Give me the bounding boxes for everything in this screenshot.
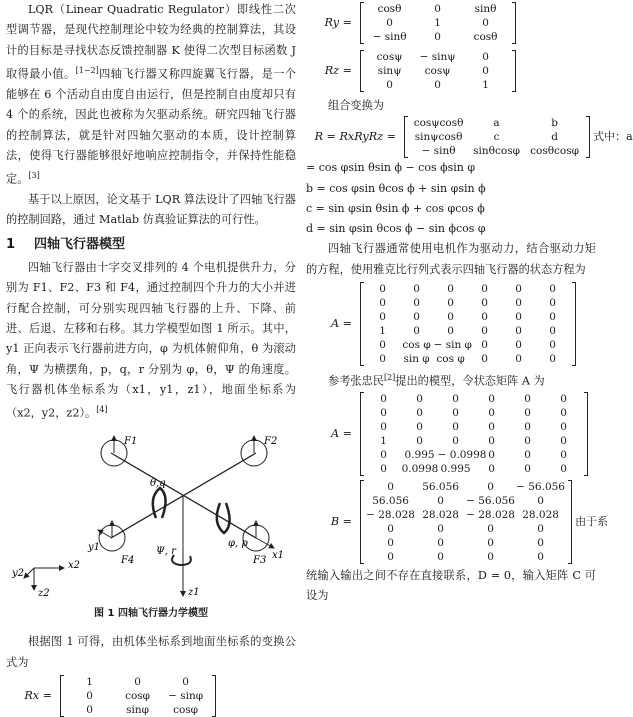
figure-caption: 图 1 四轴飞行器力学模型 [94,608,208,620]
force-label-f4: F4 [121,555,135,567]
matrix-row [366,64,510,78]
matrix-cell: cos φ [436,353,465,366]
matrix-row [366,536,566,550]
matrix-cell: 0 [387,481,394,494]
matrix-cell: 0 [452,393,459,406]
matrix-cell: d [551,131,558,144]
matrix-row [410,130,584,144]
matrix-cell: 0 [537,551,544,564]
matrix-cell: − 56.056 [466,495,515,508]
matrix-cell: 0 [387,523,394,536]
matrix-cell: 0 [416,393,423,406]
matrix-cell: 0 [515,339,522,352]
matrix-row [366,324,570,338]
matrix-row [366,522,566,536]
matrix-row [410,144,584,158]
matrix-cell: 0 [387,551,394,564]
matrix-cell: 0 [413,297,420,310]
matrix-cell: 56.056 [422,481,459,494]
matrix-cell: 0 [182,676,189,689]
matrix-cell: 0 [488,463,495,476]
matrix-cell: 1 [434,17,441,29]
matrix-cell: sinψ [377,65,402,77]
matrix-cell: − sinψ [419,51,456,63]
left-column [6,0,296,717]
a1-equation: A = 0 0 0 0 0 0 0 0 0 0 0 0 0 0 0 0 0 0 1 0 0 0 0 0 0 cos φ − sin φ 0 0 0 0 sin φ cos φ 0 0 0 [306,282,596,366]
matrix-cell: 0 [437,551,444,564]
matrix-cell: 0 [434,3,441,15]
matrix-cell: 0 [560,393,567,406]
matrix-row [366,392,582,406]
matrix-cell: 0 [524,407,531,420]
matrix-cell: 0 [482,51,489,63]
matrix-cell: 0 [549,297,556,310]
force-label-f3: F3 [253,555,267,567]
matrix-cell: 0 [482,17,489,29]
matrix-cell: 0 [86,690,93,703]
matrix-cell: cosθcosφ [530,145,579,158]
matrix-cell: 0 [380,393,387,406]
axis-x1 [256,538,274,548]
matrix-cell: 0 [379,311,386,324]
matrix-cell: 0 [447,283,454,296]
matrix-cell: sinθ [474,3,497,15]
matrix-cell: 1 [380,435,387,448]
matrix-cell: 0 [434,31,441,43]
force-label-f2: F2 [264,436,278,448]
citation: [3] [28,171,40,181]
matrix-cell: 0.0998 [401,463,439,476]
matrix-cell: 0 [515,325,522,338]
matrix-cell: 0 [380,463,387,476]
matrix-cell: 0 [481,353,488,366]
matrix-cell: 0 [379,297,386,310]
matrix-cell: 0 [379,353,386,366]
pitch-rotation-arrow [153,488,166,518]
matrix-cell: 0 [86,704,93,717]
matrix-cell: 0 [560,421,567,434]
matrix-row [366,310,570,324]
matrix-cell: 0 [379,283,386,296]
matrix-row [366,448,582,462]
matrix-cell: 0 [134,676,141,689]
matrix-cell: − sin φ [433,339,472,352]
matrix-cell: 28.028 [522,509,559,522]
matrix-cell: sinθcosφ [473,145,520,158]
matrix-cell: 0 [549,339,556,352]
matrix-cell: 0 [413,325,420,338]
a1-matrix [360,282,576,366]
matrix-cell: 0 [515,283,522,296]
matrix-cell: 0 [416,407,423,420]
matrix-row [366,434,582,448]
matrix-row [366,50,510,64]
matrix-cell: 0 [488,421,495,434]
matrix-cell: cosψ [424,65,451,77]
matrix-cell: cosψ [376,51,403,63]
eq-b: b = cos φsin θcos ϕ + sin φsin ϕ [306,181,486,195]
matrix-cell: 0 [560,463,567,476]
transform-paragraph: 根据图 1 可得，由机体坐标系到地面坐标系的变换公式为 [6,635,296,669]
svg-text:y2: y2 [12,568,25,580]
matrix-cell: 0.995 [404,449,435,462]
right-column [306,0,633,607]
svg-text:z1: z1 [188,587,200,599]
svg-text:z2: z2 [38,588,50,600]
matrix-cell: 56.056 [372,495,409,508]
matrix-cell: 0 [537,537,544,550]
matrix-row [366,494,566,508]
matrix-cell: 0 [549,283,556,296]
matrix-row [410,116,584,130]
matrix-row [366,550,566,564]
state-eq-paragraph: 四轴飞行器通常使用电机作为驱动力，结合驱动力矩的方程，使用雅克比行列式表示四轴飞行器的状态方程为 [306,242,596,276]
matrix-cell: 0 [560,407,567,420]
matrix-cell: 0 [524,435,531,448]
eq-d: d = sin φsin θcos ϕ − sin ϕcos φ [306,222,486,236]
matrix-cell: 0 [560,435,567,448]
matrix-cell: cos φ [402,339,431,352]
matrix-cell: 0 [380,407,387,420]
svg-text:φ, p: φ, p [228,538,248,550]
matrix-cell: sinψcosθ [414,131,463,144]
matrix-cell: 0 [437,495,444,508]
citation: [4] [96,405,108,415]
matrix-row [366,462,582,476]
matrix-cell: 1 [379,325,386,338]
matrix-cell: sinφ [126,704,149,717]
matrix-cell: 0 [482,65,489,77]
matrix-cell: 0 [487,481,494,494]
matrix-cell: − sinθ [372,31,407,43]
quadrotor-figure [6,428,296,600]
matrix-cell: 0 [413,283,420,296]
matrix-cell: a [493,117,500,130]
svg-text:x2: x2 [68,560,81,572]
matrix-cell: 0 [434,79,441,91]
section-heading: 1 四轴飞行器模型 [6,236,126,252]
matrix-cell: 0 [537,495,544,508]
matrix-cell: sin φ [403,353,430,366]
roll-rotation-arrow [217,503,230,533]
matrix-cell: 0 [387,537,394,550]
matrix-cell: cosθ [377,3,402,15]
matrix-cell: 0 [488,393,495,406]
matrix-cell: 0 [481,339,488,352]
matrix-cell: cosφ [125,690,151,703]
matrix-cell: 28.028 [422,509,459,522]
matrix-row [366,480,566,494]
b-equation: B = 0 56.056 0 − 56.056 56.056 0 − 56.056 0 − 28.028 28.028 − 28.028 28.028 0 0 0 0 0 0 0 0 0 0 0 0 由于系 [330,481,609,564]
basis-paragraph: 基于以上原因，论文基于 LQR 算法设计了四轴飞行器的控制回路，通过 Matlab 仿真验证算法的可行性。 [6,193,296,227]
matrix-cell: 0 [447,325,454,338]
eq-a: = cos φsin θsin ϕ − cos ϕsin φ [306,161,476,175]
matrix-row [366,282,570,296]
matrix-cell: b [551,117,558,130]
matrix-cell: − 28.028 [366,509,415,522]
matrix-cell: 1 [86,676,93,689]
matrix-cell: 0 [481,325,488,338]
matrix-cell: − sinφ [168,690,204,703]
matrix-cell: 0 [416,435,423,448]
svg-text:x1: x1 [272,550,285,562]
ry-equation: Ry = cosθ 0 sinθ 0 1 0 − sinθ 0 cosθ [306,2,596,44]
matrix-cell: 0 [487,551,494,564]
matrix-cell: 0 [452,435,459,448]
matrix-cell: cosθ [473,31,498,43]
matrix-row [366,78,510,92]
matrix-cell: 0.995 [440,463,471,476]
citation: [2] [383,373,396,383]
matrix-cell: 0 [452,421,459,434]
matrix-cell: 0 [481,283,488,296]
a2-matrix [360,392,588,476]
matrix-cell: 0 [524,463,531,476]
matrix-row [366,352,570,366]
matrix-cell: 0 [515,297,522,310]
matrix-row [366,406,582,420]
ry-matrix [360,2,516,44]
matrix-cell: 0 [524,421,531,434]
matrix-cell: 0 [481,311,488,324]
matrix-row [366,338,570,352]
combine-text: 组合变换为 [328,99,384,112]
matrix-row [366,508,566,522]
svg-text:θ,q: θ,q [150,478,166,490]
matrix-cell: 0 [447,311,454,324]
matrix-row [66,689,210,703]
matrix-cell: cosφ [173,704,199,717]
matrix-cell: c [493,131,500,144]
output-paragraph: 统输入输出之间不存在直接联系，D = 0，输入矩阵 C 可设为 [306,569,596,603]
eq-c: c = sin φsin θsin ϕ + cos φcos ϕ [306,201,485,215]
matrix-cell: 0 [437,537,444,550]
matrix-cell: 0 [447,297,454,310]
matrix-cell: 0 [560,449,567,462]
matrix-cell: − 28.028 [466,509,515,522]
axis-y2 [24,568,34,578]
matrix-row [366,420,582,434]
matrix-cell: 0 [452,407,459,420]
matrix-cell: 0 [524,449,531,462]
matrix-cell: 0 [487,523,494,536]
matrix-cell: 0 [488,435,495,448]
matrix-cell: 0 [416,421,423,434]
matrix-cell: 0 [488,449,495,462]
matrix-cell: cosψcosθ [413,117,464,130]
matrix-cell: 0 [386,79,393,91]
svg-text:y1: y1 [88,542,101,554]
matrix-cell: 0 [549,311,556,324]
matrix-cell: − 0.0998 [437,449,487,462]
rx-matrix [60,675,216,717]
matrix-row [366,296,570,310]
reference-paragraph: 参考张忠民[2]提出的模型，令状态矩阵 A 为 [328,373,545,388]
rz-matrix [360,50,516,92]
matrix-cell: 0 [437,523,444,536]
r-matrix [404,116,590,158]
matrix-cell: 0 [379,339,386,352]
matrix-cell: 0 [413,311,420,324]
matrix-row [366,30,510,44]
matrix-cell: 0 [515,311,522,324]
matrix-row [366,16,510,30]
b-matrix [360,480,572,564]
matrix-cell: 1 [482,79,489,91]
matrix-row [66,675,210,689]
matrix-cell: 0 [549,353,556,366]
matrix-cell: 0 [487,537,494,550]
matrix-cell: 0 [537,523,544,536]
matrix-cell: 0 [380,421,387,434]
rx-equation: Rx = 1 0 0 0 cosφ − sinφ 0 sinφ cosφ [6,675,296,717]
model-paragraph: 四轴飞行器由十字交叉排列的 4 个电机提供升力，分别为 F1、F2、F3 和 F4，通过控制四个升力的大小并进行配合控制，可分别实现四轴飞行器的上升、下降、前进、后退、左移和右移。其力学模型如图 1 所示。其中，y1 正向表示飞行器前进方向，φ 为机体俯仰角，θ 为滚动角，Ψ 为横摆角，p，q，r 分别为 φ，θ，Ψ 的角速度。飞行器机体坐标系为（x1，y1，z1），地面坐标系为（x2，y2，z2）。[4] [6,261,296,420]
rz-equation: Rz = cosψ − sinψ 0 sinψ cosψ 0 0 0 1 [306,50,596,92]
r-equation: R = RxRyRz = cosψcosθ a b sinψcosθ c d − sinθ sinθcosφ cosθcosφ 式中：a [314,117,633,158]
force-label-f1: F1 [124,436,138,448]
matrix-cell: − sinθ [421,145,456,158]
matrix-cell: 0 [488,407,495,420]
citation: [1−2] [75,65,99,75]
intro-paragraph: LQR（Linear Quadratic Regulator）即线性二次型调节器，是现代控制理论中较为经典的控制算法，其设计的目标是寻找状态反馈控制器 K 使得二次型目标函数 J 取得最小值。[1−2]四轴飞行器又称四旋翼飞行器，是一个能够在 6 个活动自由度自由运行，但是控制自由度却只有 4 个的系统，因此也被称为欠驱动系统。研究四轴飞行器的控制算法，就是针对四轴欠驱动的本质，设计控制算法，使得飞行器能够很好地响应控制指令，并保持性能稳定。[3] [6,3,296,186]
matrix-cell: 0 [386,17,393,29]
a2-equation: A = 0 0 0 0 0 0 0 0 0 0 0 0 0 0 0 0 0 0 1 0 0 0 0 0 0 0.995 − 0.0998 0 0 0 0 0.0998 0.995 0 0 0 [306,392,596,476]
matrix-row [66,703,210,717]
matrix-cell: − 56.056 [516,481,565,494]
matrix-row [366,2,510,16]
matrix-cell: 0 [380,449,387,462]
matrix-cell: 0 [549,325,556,338]
matrix-cell: 0 [481,297,488,310]
matrix-cell: 0 [515,353,522,366]
svg-text:Ψ, r: Ψ, r [156,546,176,558]
matrix-cell: 0 [524,393,531,406]
